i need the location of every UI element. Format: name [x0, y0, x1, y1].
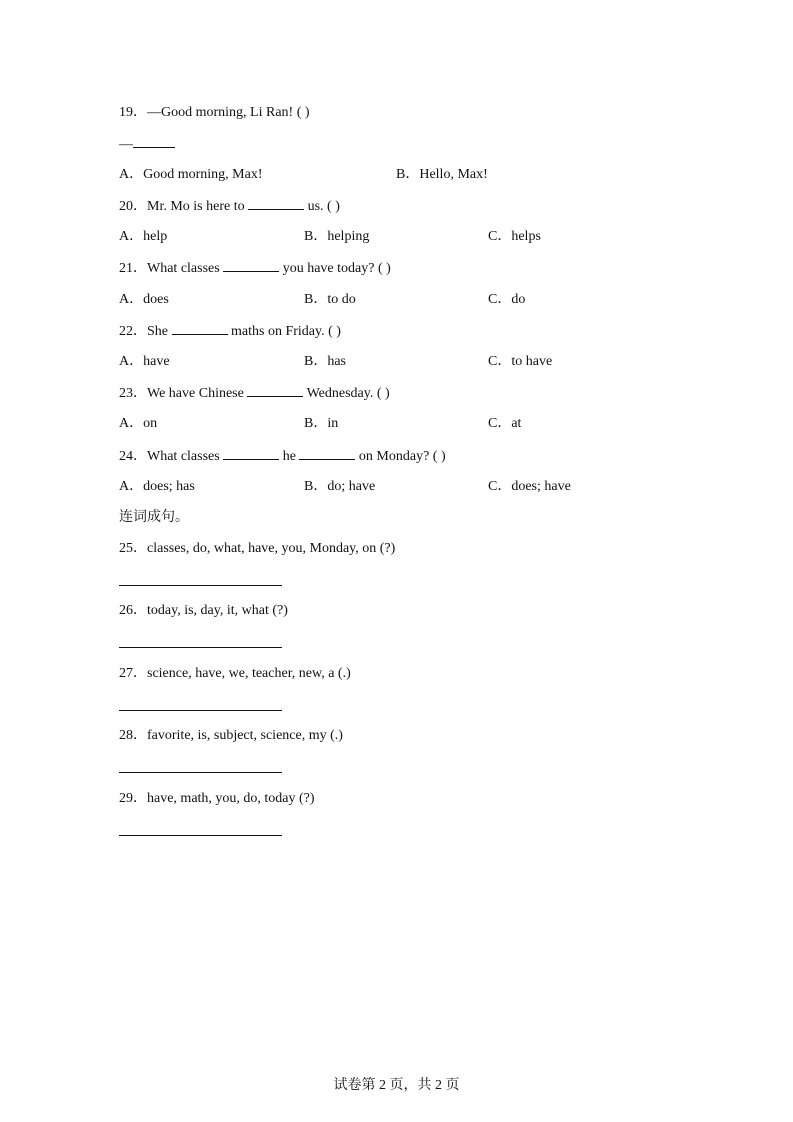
option-text: does; has [143, 479, 195, 494]
q24-option-a[interactable] [119, 478, 195, 496]
option-text: has [327, 354, 347, 369]
question-number: 20． [119, 199, 147, 214]
question-24 [119, 447, 446, 466]
option-letter: B． [304, 416, 328, 431]
option-text: in [327, 416, 339, 431]
q20-option-a[interactable] [119, 228, 167, 246]
question-26 [119, 602, 288, 620]
question-text: Wednesday. ( ) [303, 386, 390, 401]
question-text: you have today? ( ) [279, 261, 391, 276]
q23-option-a[interactable] [119, 415, 157, 433]
question-number: 22． [119, 324, 147, 339]
q20-option-c[interactable] [488, 228, 541, 246]
question-19 [119, 104, 310, 122]
q23-option-c[interactable] [488, 415, 521, 433]
option-letter: C． [488, 416, 512, 431]
question-28 [119, 727, 343, 745]
page-footer: 试卷第 2 页，共 2 页 [333, 1078, 460, 1093]
question-text: What classes [147, 449, 224, 464]
option-letter: B． [304, 354, 328, 369]
answer-blank[interactable] [223, 447, 279, 460]
option-text: to have [511, 354, 553, 369]
question-number: 27． [119, 666, 147, 681]
answer-line[interactable] [119, 710, 282, 711]
q22-option-b[interactable] [304, 353, 346, 371]
answer-blank[interactable] [247, 384, 303, 397]
question-19-reply [119, 135, 175, 154]
option-text: help [143, 229, 168, 244]
option-letter: B． [304, 292, 328, 307]
question-21 [119, 259, 391, 278]
option-letter: A． [119, 229, 144, 244]
answer-blank[interactable] [248, 197, 304, 210]
question-number: 21． [119, 261, 147, 276]
question-29 [119, 790, 315, 808]
option-text: on [143, 416, 158, 431]
option-text: at [511, 416, 522, 431]
option-text: does; have [511, 479, 571, 494]
answer-blank[interactable] [223, 259, 279, 272]
answer-blank[interactable] [172, 322, 228, 335]
question-number: 29． [119, 791, 147, 806]
answer-line[interactable] [119, 772, 282, 773]
question-number: 19． [119, 105, 147, 120]
option-text: helping [327, 229, 370, 244]
option-letter: C． [488, 354, 512, 369]
section-heading: 连词成句。 [119, 510, 189, 525]
answer-line[interactable] [119, 585, 282, 586]
option-letter: B． [304, 479, 328, 494]
question-number: 23． [119, 386, 147, 401]
question-number: 28． [119, 728, 147, 743]
option-text: Good morning, Max! [143, 167, 263, 182]
reply-dash: — [119, 137, 133, 152]
option-letter: A． [119, 292, 144, 307]
question-text: maths on Friday. ( ) [227, 324, 341, 339]
question-number: 25． [119, 541, 147, 556]
q19-option-b[interactable] [396, 166, 488, 184]
option-letter: C． [488, 479, 512, 494]
question-23 [119, 384, 390, 403]
question-prompt: —Good morning, Li Ran! ( ) [147, 105, 310, 120]
question-text: Mr. Mo is here to [147, 199, 249, 214]
word-list: have, math, you, do, today (?) [147, 791, 315, 806]
option-letter: A． [119, 479, 144, 494]
option-text: Hello, Max! [419, 167, 488, 182]
question-text: he [279, 449, 300, 464]
option-text: does [143, 292, 169, 307]
question-text: She [147, 324, 172, 339]
answer-line[interactable] [119, 647, 282, 648]
answer-blank[interactable] [133, 135, 175, 148]
option-text: helps [511, 229, 541, 244]
question-number: 24． [119, 449, 147, 464]
option-letter: B． [396, 167, 420, 182]
option-letter: A． [119, 354, 144, 369]
option-letter: A． [119, 416, 144, 431]
word-list: classes, do, what, have, you, Monday, on (?) [147, 541, 396, 556]
option-letter: B． [304, 229, 328, 244]
question-number: 26． [119, 603, 147, 618]
question-22 [119, 322, 341, 341]
question-text: us. ( ) [304, 199, 340, 214]
q22-option-c[interactable] [488, 353, 552, 371]
option-text: do [511, 292, 526, 307]
option-letter: C． [488, 229, 512, 244]
q21-option-c[interactable] [488, 291, 525, 309]
q21-option-b[interactable] [304, 291, 356, 309]
option-letter: C． [488, 292, 512, 307]
question-25 [119, 540, 395, 558]
option-letter: A． [119, 167, 144, 182]
option-text: have [143, 354, 170, 369]
q20-option-b[interactable] [304, 228, 369, 246]
question-20 [119, 197, 340, 216]
q22-option-a[interactable] [119, 353, 170, 371]
q19-option-a[interactable] [119, 166, 263, 184]
question-text: What classes [147, 261, 224, 276]
question-text: on Monday? ( ) [355, 449, 446, 464]
answer-line[interactable] [119, 835, 282, 836]
option-text: do; have [327, 479, 376, 494]
question-27 [119, 665, 351, 683]
q24-option-b[interactable] [304, 478, 375, 496]
option-text: to do [327, 292, 356, 307]
word-list: science, have, we, teacher, new, a (.) [147, 666, 351, 681]
word-list: favorite, is, subject, science, my (.) [147, 728, 343, 743]
q23-option-b[interactable] [304, 415, 338, 433]
word-list: today, is, day, it, what (?) [147, 603, 288, 618]
question-text: We have Chinese [147, 386, 248, 401]
answer-blank[interactable] [299, 447, 355, 460]
q24-option-c[interactable] [488, 478, 571, 496]
q21-option-a[interactable] [119, 291, 169, 309]
